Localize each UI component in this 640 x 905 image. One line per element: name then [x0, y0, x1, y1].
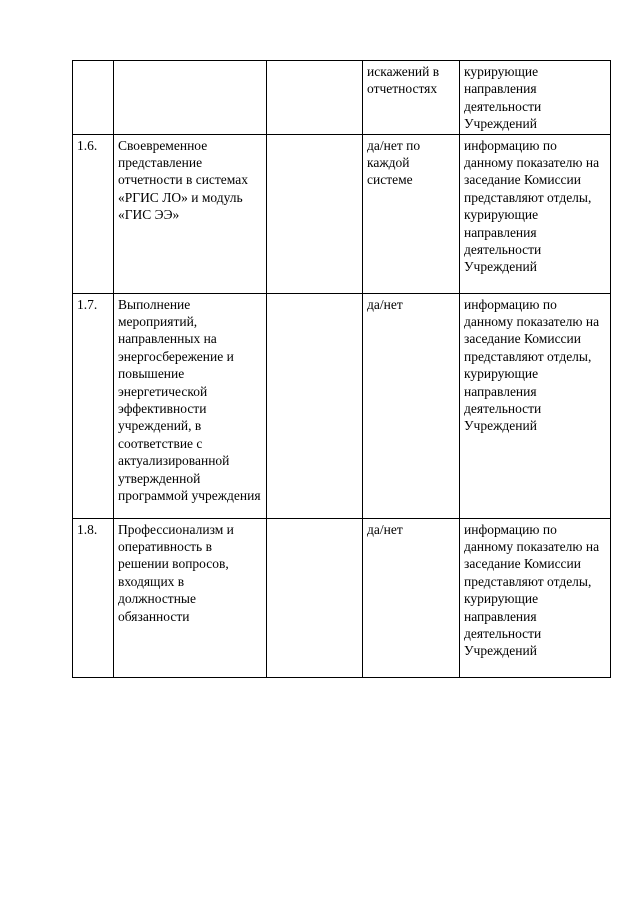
criterion-name-cell: Профессионализм и оперативность в решении вопросов, входящих в должностные обязанности [114, 518, 267, 677]
criterion-value-cell: искажений в отчетностях [363, 61, 460, 135]
empty-cell [267, 134, 363, 293]
criterion-info-cell: информацию по данному показателю на заседание Комиссии представляют отделы, курирующие направления деятельности Учреждений [460, 518, 611, 677]
criterion-name-cell: Своевременное представление отчетности в системах «РГИС ЛО» и модуль «ГИС ЭЭ» [114, 134, 267, 293]
criterion-info-cell: информацию по данному показателю на заседание Комиссии представляют отделы, курирующие направления деятельности Учреждений [460, 293, 611, 518]
table-row-1-8 [73, 518, 611, 677]
row-number-cell: 1.6. [73, 134, 114, 293]
empty-cell [267, 518, 363, 677]
table-row-continuation [73, 61, 611, 135]
row-number-cell: 1.7. [73, 293, 114, 518]
empty-cell [267, 61, 363, 135]
criterion-value-cell: да/нет [363, 518, 460, 677]
table-row-1-7 [73, 293, 611, 518]
criterion-info-cell: курирующие направления деятельности Учреждений [460, 61, 611, 135]
criterion-info-cell: информацию по данному показателю на заседание Комиссии представляют отделы, курирующие направления деятельности Учреждений [460, 134, 611, 293]
row-number-cell [73, 61, 114, 135]
criterion-value-cell: да/нет по каждой системе [363, 134, 460, 293]
criterion-value-cell: да/нет [363, 293, 460, 518]
row-number-cell: 1.8. [73, 518, 114, 677]
criteria-table [72, 60, 611, 678]
criterion-name-cell: Выполнение мероприятий, направленных на энергосбережение и повышение энергетической эффективности учреждений, в соответствие с актуализированной утвержденной программой учреждения [114, 293, 267, 518]
criterion-name-cell [114, 61, 267, 135]
empty-cell [267, 293, 363, 518]
table-row-1-6 [73, 134, 611, 293]
